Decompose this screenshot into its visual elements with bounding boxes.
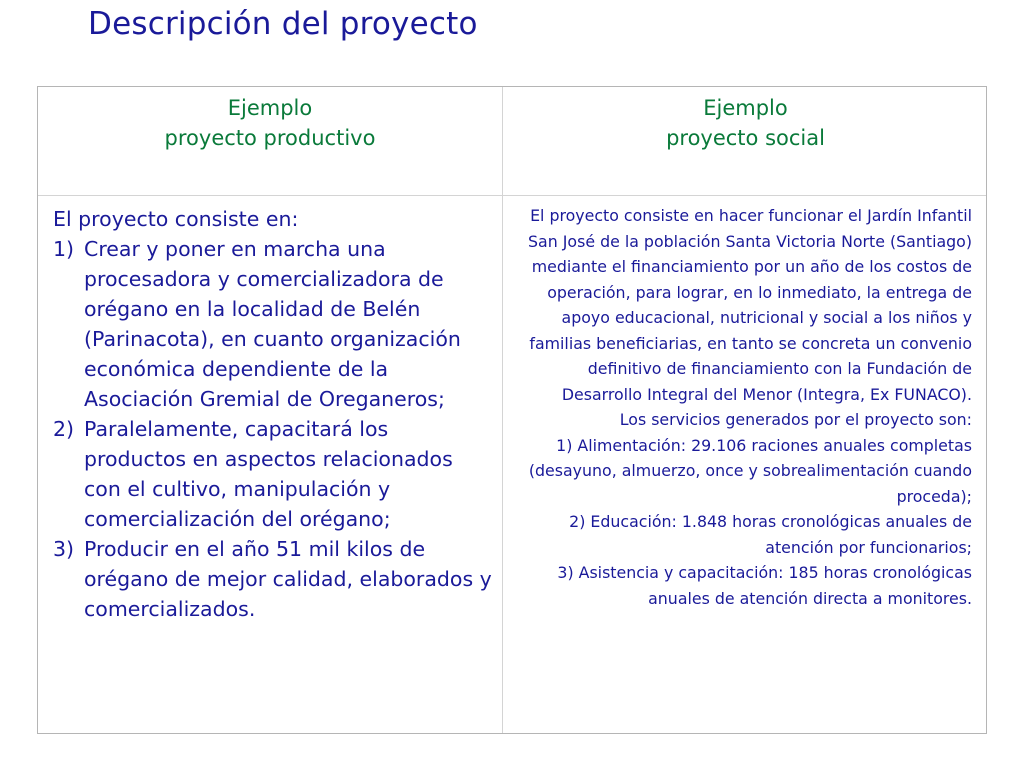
right-header-line2: proyecto social xyxy=(666,126,825,150)
item-number: 2) xyxy=(53,417,75,441)
services-intro: Los servicios generados por el proyecto son: xyxy=(619,410,972,429)
left-header-line2: proyecto productivo xyxy=(164,126,376,150)
item-number: 3) xyxy=(53,537,75,561)
service-item: 2) Educación: 1.848 horas cronológicas anuales de atención por funcionarios; xyxy=(569,512,972,557)
right-paragraph: El proyecto consiste en hacer funcionar el Jardín Infantil San José de la población Santa Victoria Norte (Santiago) mediante el financiamiento por un año de los costos de operación, para lograr, en lo inmediato, la entrega de apoyo educacional, nutricional y social a los niños y familias beneficiarias, en tanto se concreta un convenio definitivo de financiamiento con la Fundación de Desarrollo Integral del Menor (Integra, Ex FUNACO). xyxy=(528,206,972,404)
service-item: 3) Asistencia y capacitación: 185 horas cronológicas anuales de atención directa a monitores. xyxy=(557,563,972,608)
item-number: 1) xyxy=(53,237,75,261)
left-column-header xyxy=(38,93,502,153)
left-intro: El proyecto consiste en: xyxy=(53,207,299,231)
service-item: 1) Alimentación: 29.106 raciones anuales completas (desayuno, almuerzo, once y sobrealimentación cuando proceda); xyxy=(528,435,972,506)
header-divider xyxy=(38,195,986,196)
list-item xyxy=(53,414,493,534)
productive-project-description xyxy=(53,204,493,624)
column-divider xyxy=(502,87,503,733)
item-text: Crear y poner en marcha una procesadora y comercializadora de orégano en la localidad de Belén (Parinacota), en cuanto organización económica dependiente de la Asociación Gremial de Oreganeros; xyxy=(84,237,461,411)
page-title: Descripción del proyecto xyxy=(88,6,478,42)
list-item xyxy=(53,234,493,414)
social-project-description xyxy=(514,203,972,611)
list-item xyxy=(53,534,493,624)
comparison-table xyxy=(37,86,987,734)
item-text: Paralelamente, capacitará los productos en aspectos relacionados con el cultivo, manipulación y comercialización del orégano; xyxy=(84,417,453,531)
right-header-line1: Ejemplo xyxy=(703,96,788,120)
right-column-header xyxy=(503,93,988,153)
left-header-line1: Ejemplo xyxy=(227,96,313,120)
left-item-list xyxy=(53,234,493,624)
item-text: Producir en el año 51 mil kilos de orégano de mejor calidad, elaborados y comercializados. xyxy=(84,537,492,621)
